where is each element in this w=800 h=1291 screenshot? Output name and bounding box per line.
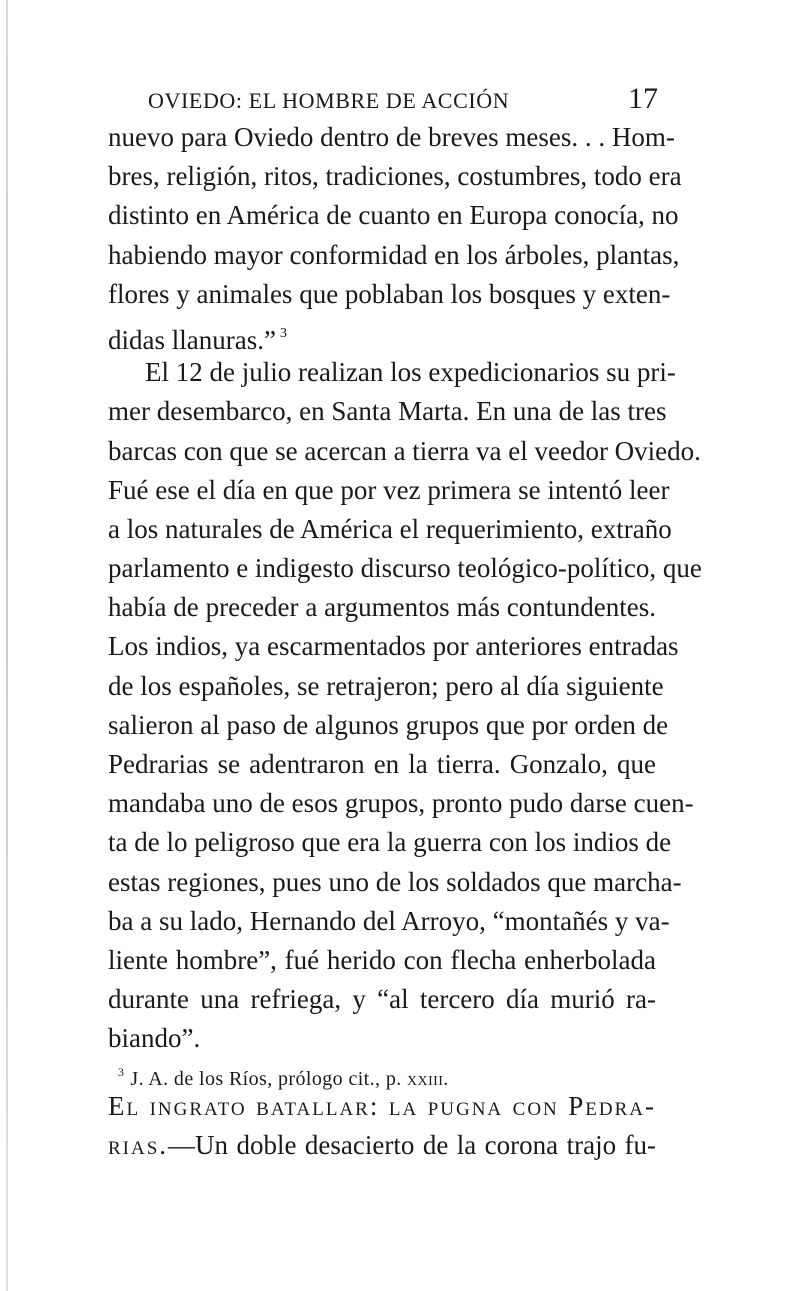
text-line: barcas con que se acercan a tierra va el veedor Oviedo. <box>108 435 701 466</box>
text-line: mer desembarco, en Santa Marta. En una de las tres <box>108 396 667 427</box>
text-line-with-footnote-ref <box>108 314 656 353</box>
text-line: biando”. <box>108 1023 201 1054</box>
text-line: Los indios, ya escarmentados por anteriores entradas <box>108 631 679 662</box>
text-line: parlamento e indigesto discurso teológico-político, que <box>108 553 702 584</box>
text-line: distinto en América de cuanto en Europa conocía, no <box>108 200 679 231</box>
text-line: salieron al paso de algunos grupos que por orden de <box>108 709 669 740</box>
section-text: —Un doble desacierto de la corona trajo fu- <box>168 1129 656 1160</box>
page-edge-shadow <box>6 0 8 1291</box>
footnote <box>118 1059 658 1092</box>
text-line: mandaba uno de esos grupos, pronto pudo darse cuen- <box>108 788 694 819</box>
text-line: Pedrarias se adentraron en la tierra. Gonzalo, que <box>108 749 656 779</box>
section-heading-line <box>108 1087 656 1126</box>
text-line-paragraph-start: El 12 de julio realizan los expedicionarios su pri- <box>145 357 676 388</box>
text-line: de los españoles, se retrajeron; pero al día siguiente <box>108 670 664 701</box>
footnote-reference: 3 <box>279 325 287 341</box>
text-line: nuevo para Oviedo dentro de breves meses. . . Hom- <box>108 122 675 152</box>
footnote-text: J. A. de los Ríos, prólogo cit., p. <box>130 1068 408 1090</box>
section-heading-line-continued <box>108 1126 656 1165</box>
text-line: a los naturales de América el requerimiento, extraño <box>108 513 672 544</box>
text-line: habiendo mayor conformidad en los árboles, plantas, <box>108 239 680 270</box>
text-line: ba a su lado, Hernando del Arroyo, “montañés y va- <box>108 905 670 936</box>
page-number: 17 <box>628 82 658 115</box>
text-line: estas regiones, pues uno de los soldados que marcha- <box>108 866 682 897</box>
text-line: ta de lo peligroso que era la guerra con los indios de <box>108 827 672 858</box>
text-line: flores y animales que poblaban los bosques y exten- <box>108 278 671 309</box>
text-line: había de preceder a argumentos más contundentes. <box>108 592 656 623</box>
text-line: bres, religión, ritos, tradiciones, costumbres, todo era <box>108 161 682 192</box>
section-heading: El ingrato batallar: la pugna con Pedra- <box>108 1090 656 1121</box>
footnote-mark: 3 <box>118 1065 125 1079</box>
text-line: Fué ese el día en que por vez primera se intentó leer <box>108 474 670 505</box>
text-line: durante una refriega, y “al tercero día murió ra- <box>108 984 656 1015</box>
text-line: liente hombre”, fué herido con flecha enherbolada <box>108 944 656 975</box>
body-text <box>108 118 702 1165</box>
text-line-content: didas llanuras.” <box>108 324 276 355</box>
running-head <box>148 82 658 122</box>
section-heading-continued: rias. <box>108 1129 169 1160</box>
footnote-roman-numeral: xxiii. <box>407 1068 449 1090</box>
running-title: OVIEDO: EL HOMBRE DE ACCIÓN <box>148 88 510 113</box>
